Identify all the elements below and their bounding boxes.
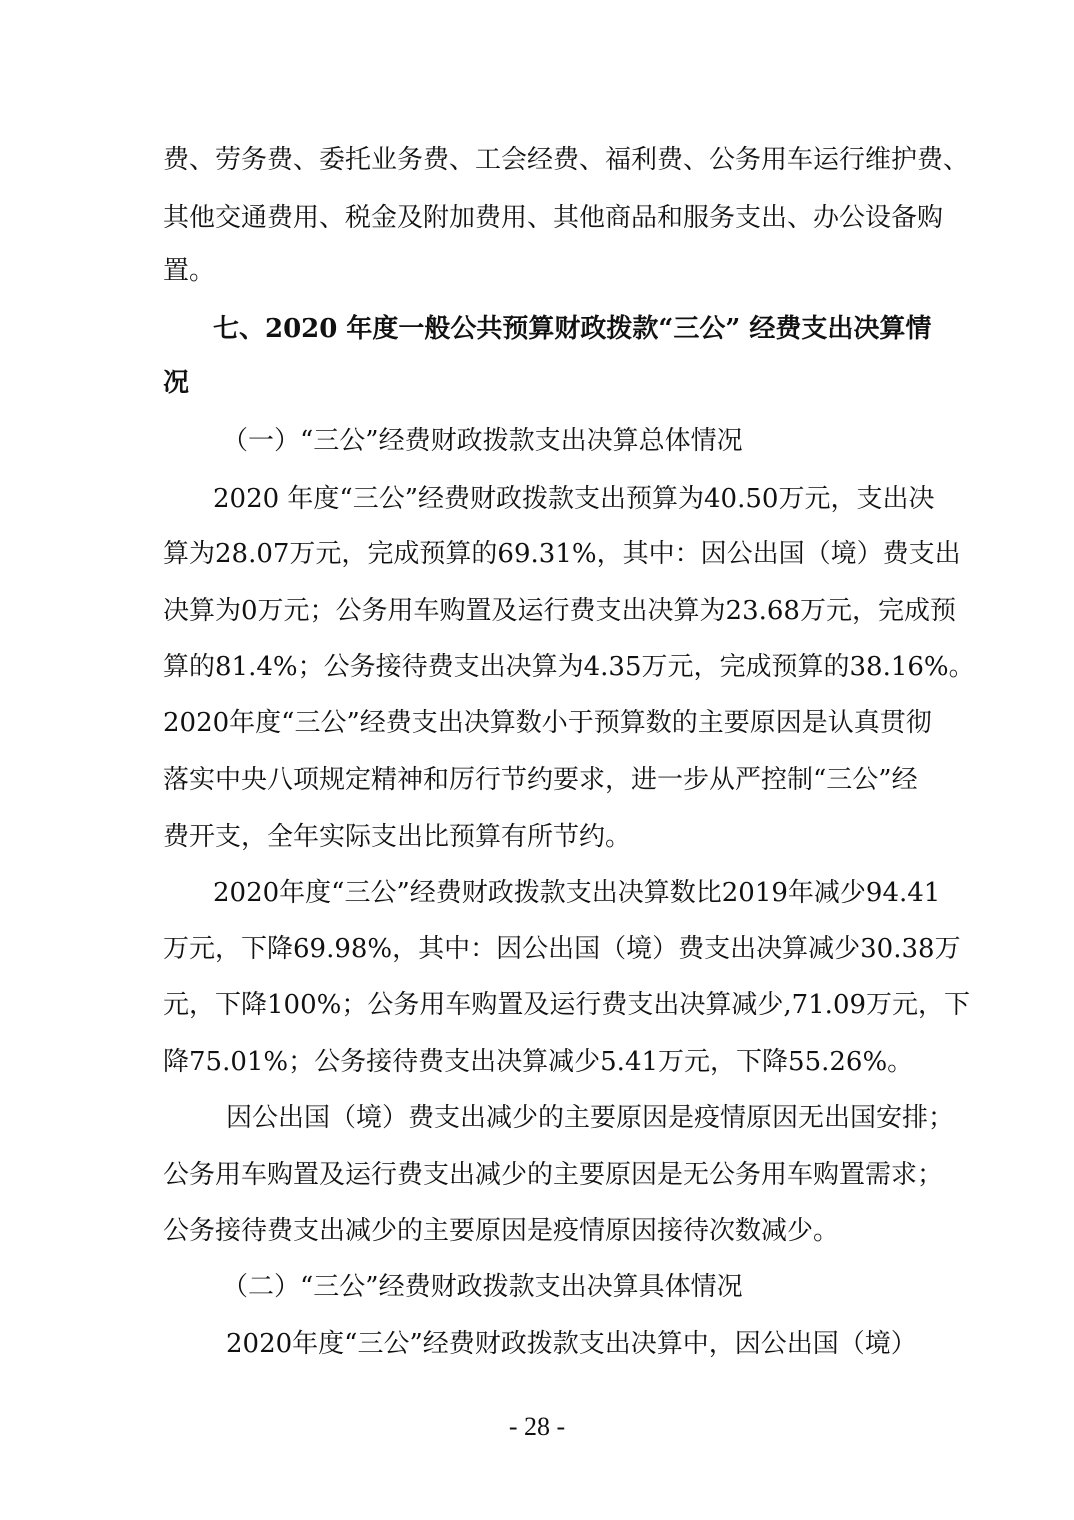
body-text-line: 2020 年度“三公”经费财政拨款支出预算为40.50万元，支出决 bbox=[213, 484, 935, 514]
body-text-line: 算为28.07万元，完成预算的69.31%，其中：因公出国（境）费支出 bbox=[163, 539, 961, 569]
body-text-line: 2020年度“三公”经费支出决算数小于预算数的主要原因是认真贯彻 bbox=[163, 708, 932, 738]
subheading: （二）“三公”经费财政拨款支出决算具体情况 bbox=[222, 1272, 743, 1302]
body-text-line: 费开支，全年实际支出比预算有所节约。 bbox=[163, 822, 632, 852]
section-heading: 七、2020 年度一般公共预算财政拨款“三公” 经费支出决算情 bbox=[213, 314, 932, 344]
body-text-line: 万元，下降69.98%，其中：因公出国（境）费支出决算减少30.38万 bbox=[163, 934, 961, 964]
body-text-line: 2020年度“三公”经费财政拨款支出决算数比2019年减少94.41 bbox=[213, 878, 941, 908]
body-text-line: 降75.01%；公务接待费支出决算减少5.41万元，下降55.26%。 bbox=[163, 1047, 914, 1077]
page-number: - 28 - bbox=[508, 1412, 566, 1441]
body-text-line: 落实中央八项规定精神和厉行节约要求，进一步从严控制“三公”经 bbox=[163, 765, 918, 795]
body-text-line: 决算为0万元；公务用车购置及运行费支出决算为23.68万元，完成预 bbox=[163, 596, 956, 626]
body-text-line: 元，下降100%；公务用车购置及运行费支出决算减少,71.09万元，下 bbox=[163, 990, 971, 1020]
body-text-line: 公务接待费支出减少的主要原因是疫情原因接待次数减少。 bbox=[163, 1216, 840, 1246]
body-text-line: 公务用车购置及运行费支出减少的主要原因是无公务用车购置需求； bbox=[163, 1160, 944, 1190]
body-text-line: 因公出国（境）费支出减少的主要原因是疫情原因无出国安排； bbox=[226, 1103, 955, 1133]
body-text-line: 置。 bbox=[163, 256, 216, 286]
subheading: （一）“三公”经费财政拨款支出决算总体情况 bbox=[222, 426, 743, 456]
body-text-line: 算的81.4%；公务接待费支出决算为4.35万元，完成预算的38.16%。 bbox=[163, 652, 975, 682]
section-heading-continuation: 况 bbox=[163, 368, 190, 398]
body-text-line: 费、劳务费、委托业务费、工会经费、福利费、公务用车运行维护费、 bbox=[163, 145, 970, 175]
body-text-line: 其他交通费用、税金及附加费用、其他商品和服务支出、办公设备购 bbox=[163, 203, 944, 233]
body-text-line: 2020年度“三公”经费财政拨款支出决算中，因公出国（境） bbox=[226, 1329, 917, 1359]
